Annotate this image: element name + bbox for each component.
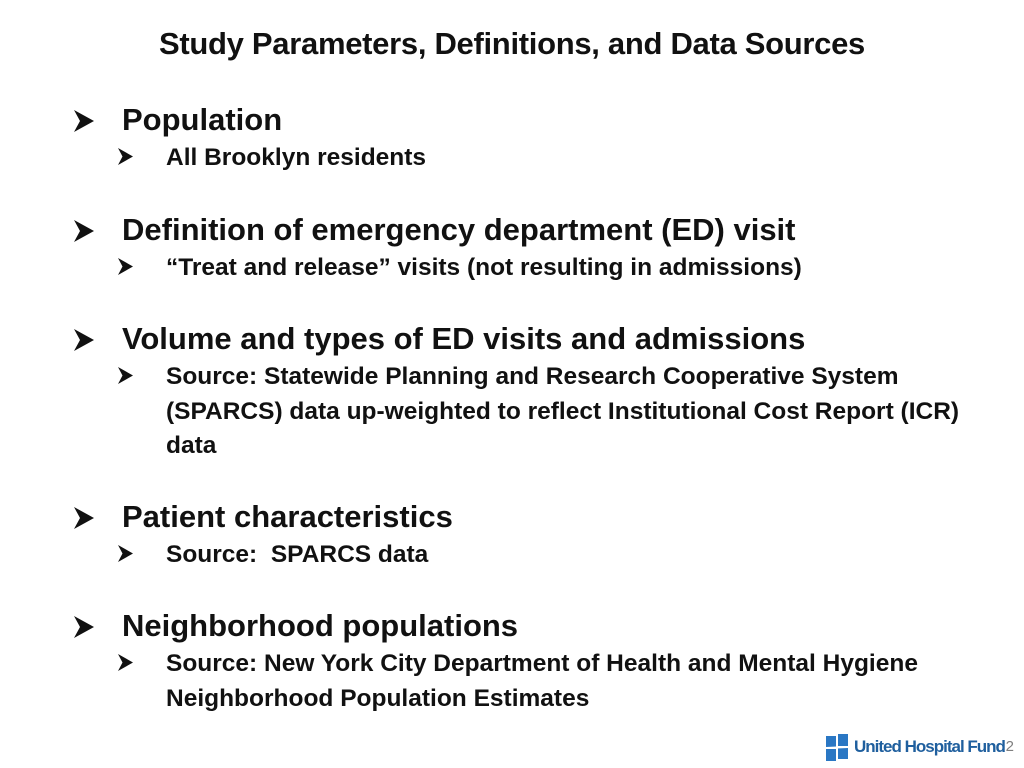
sub-bullet-text: Source: Statewide Planning and Research Cooperative System (SPARCS) data up-weighted to reflect Institutional Cost Report (ICR) data bbox=[166, 363, 960, 459]
arrow-bullet-icon bbox=[117, 544, 134, 563]
arrow-bullet-icon bbox=[73, 109, 95, 133]
sub-bullet bbox=[0, 538, 1024, 573]
bullet-main bbox=[0, 211, 1024, 251]
bullet-section-volume bbox=[0, 320, 1024, 464]
bullet-section-population bbox=[0, 101, 1024, 176]
bullet-section-neighborhood bbox=[0, 607, 1024, 716]
bullet-main bbox=[0, 498, 1024, 538]
bullet-section-ed-visit bbox=[0, 211, 1024, 286]
bullet-main bbox=[0, 607, 1024, 647]
arrow-bullet-icon bbox=[117, 147, 134, 166]
bullet-main bbox=[0, 101, 1024, 141]
bullet-main bbox=[0, 320, 1024, 360]
page-number: 2 bbox=[1005, 738, 1014, 755]
bullet-heading: Neighborhood populations bbox=[122, 608, 519, 643]
bullet-section-patient bbox=[0, 498, 1024, 573]
sub-bullet-text: Source: SPARCS data bbox=[166, 541, 429, 568]
slide-title: Study Parameters, Definitions, and Data Sources bbox=[159, 26, 865, 61]
sub-bullet bbox=[0, 647, 1024, 716]
arrow-bullet-icon bbox=[117, 653, 134, 672]
arrow-bullet-icon bbox=[73, 506, 95, 530]
bullet-heading: Patient characteristics bbox=[122, 499, 453, 534]
logo-text: United Hospital Fund bbox=[854, 737, 1005, 756]
sub-bullet-text: Source: New York City Department of Health and Mental Hygiene Neighborhood Population Estimates bbox=[166, 650, 918, 712]
sub-bullet bbox=[0, 141, 1024, 176]
united-hospital-fund-logo bbox=[826, 733, 1005, 761]
bullet-heading: Definition of emergency department (ED) visit bbox=[122, 212, 796, 247]
arrow-bullet-icon bbox=[117, 257, 134, 276]
sub-bullet-text: All Brooklyn residents bbox=[166, 144, 427, 171]
hospital-cross-logo-icon bbox=[826, 734, 849, 761]
arrow-bullet-icon bbox=[73, 328, 95, 352]
sub-bullet-text: “Treat and release” visits (not resulting in admissions) bbox=[166, 254, 802, 281]
sub-bullet bbox=[0, 251, 1024, 286]
arrow-bullet-icon bbox=[117, 366, 134, 385]
arrow-bullet-icon bbox=[73, 219, 95, 243]
sub-bullet bbox=[0, 360, 1024, 464]
bullet-heading: Volume and types of ED visits and admissions bbox=[122, 321, 806, 356]
arrow-bullet-icon bbox=[73, 615, 95, 639]
bullet-heading: Population bbox=[122, 102, 283, 137]
